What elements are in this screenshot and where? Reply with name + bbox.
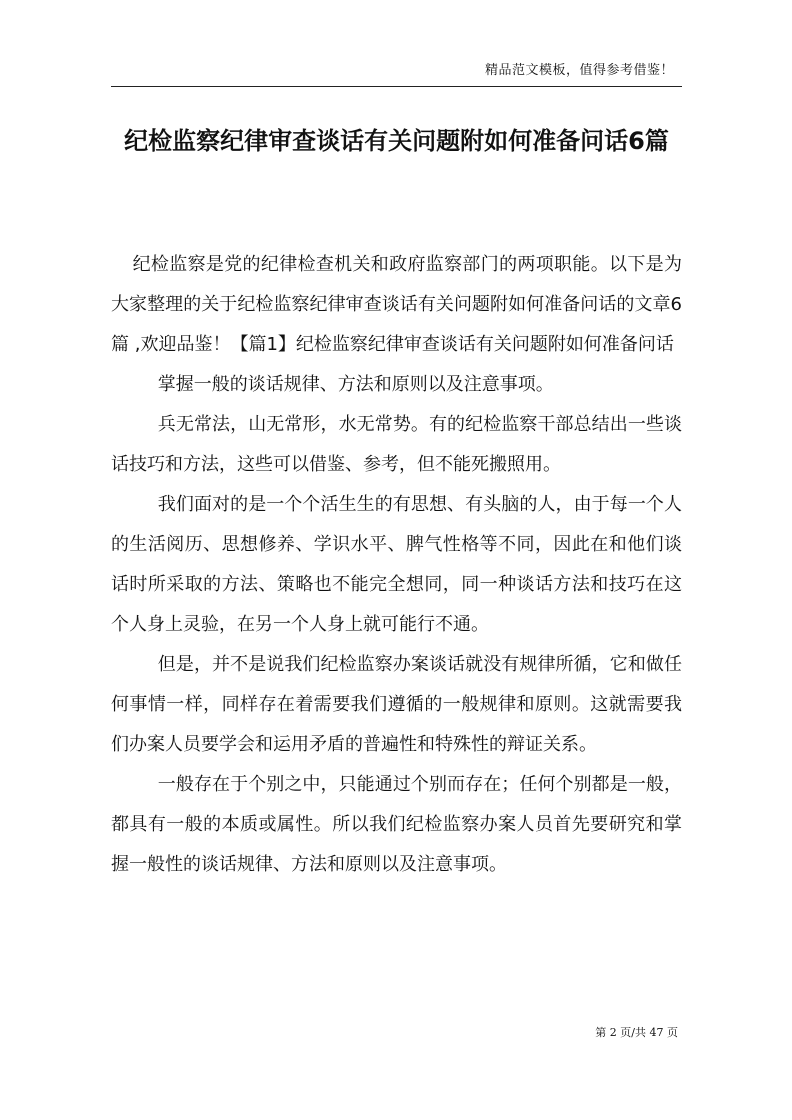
document-body <box>111 245 682 885</box>
paragraph: 我们面对的是一个个活生生的有思想、有头脑的人，由于每一个人的生活阅历、思想修养、学识水平、脾气性格等不同，因此在和他们谈话时所采取的方法、策略也不能完全想同，同一种谈话方法和技巧在这个人身上灵验，在另一个人身上就可能行不通。 <box>111 494 682 635</box>
paragraph: 但是，并不是说我们纪检监察办案谈话就没有规律所循，它和做任何事情一样，同样存在着需要我们遵循的一般规律和原则。这就需要我们办案人员要学会和运用矛盾的普遍性和特殊性的辩证关系。 <box>111 654 682 755</box>
document-title: 纪检监察纪律审查谈话有关问题附如何准备问话6篇 <box>124 127 669 155</box>
paragraph: 兵无常法，山无常形，水无常势。有的纪检监察干部总结出一些谈话技巧和方法，这些可以借鉴、参考，但不能死搬照用。 <box>111 414 682 475</box>
paragraph: 掌握一般的谈话规律、方法和原则以及注意事项。 <box>157 374 554 395</box>
page-number: 第 2 页/共 47 页 <box>595 1026 678 1039</box>
paragraph-intro: 纪检监察是党的纪律检查机关和政府监察部门的两项职能。以下是为大家整理的关于纪检监察纪律审查谈话有关问题附如何准备问话的文章6篇 ,欢迎品鉴！【篇1】纪检监察纪律审查谈话有关问题附如何准备问话 <box>111 254 682 355</box>
paragraph: 一般存在于个别之中，只能通过个别而存在；任何个别都是一般，都具有一般的本质或属性。所以我们纪检监察办案人员首先要研究和掌握一般性的谈话规律、方法和原则以及注意事项。 <box>111 774 682 875</box>
header-text: 精品范文模板，值得参考借鉴！ <box>484 63 674 78</box>
header-divider <box>111 86 682 87</box>
